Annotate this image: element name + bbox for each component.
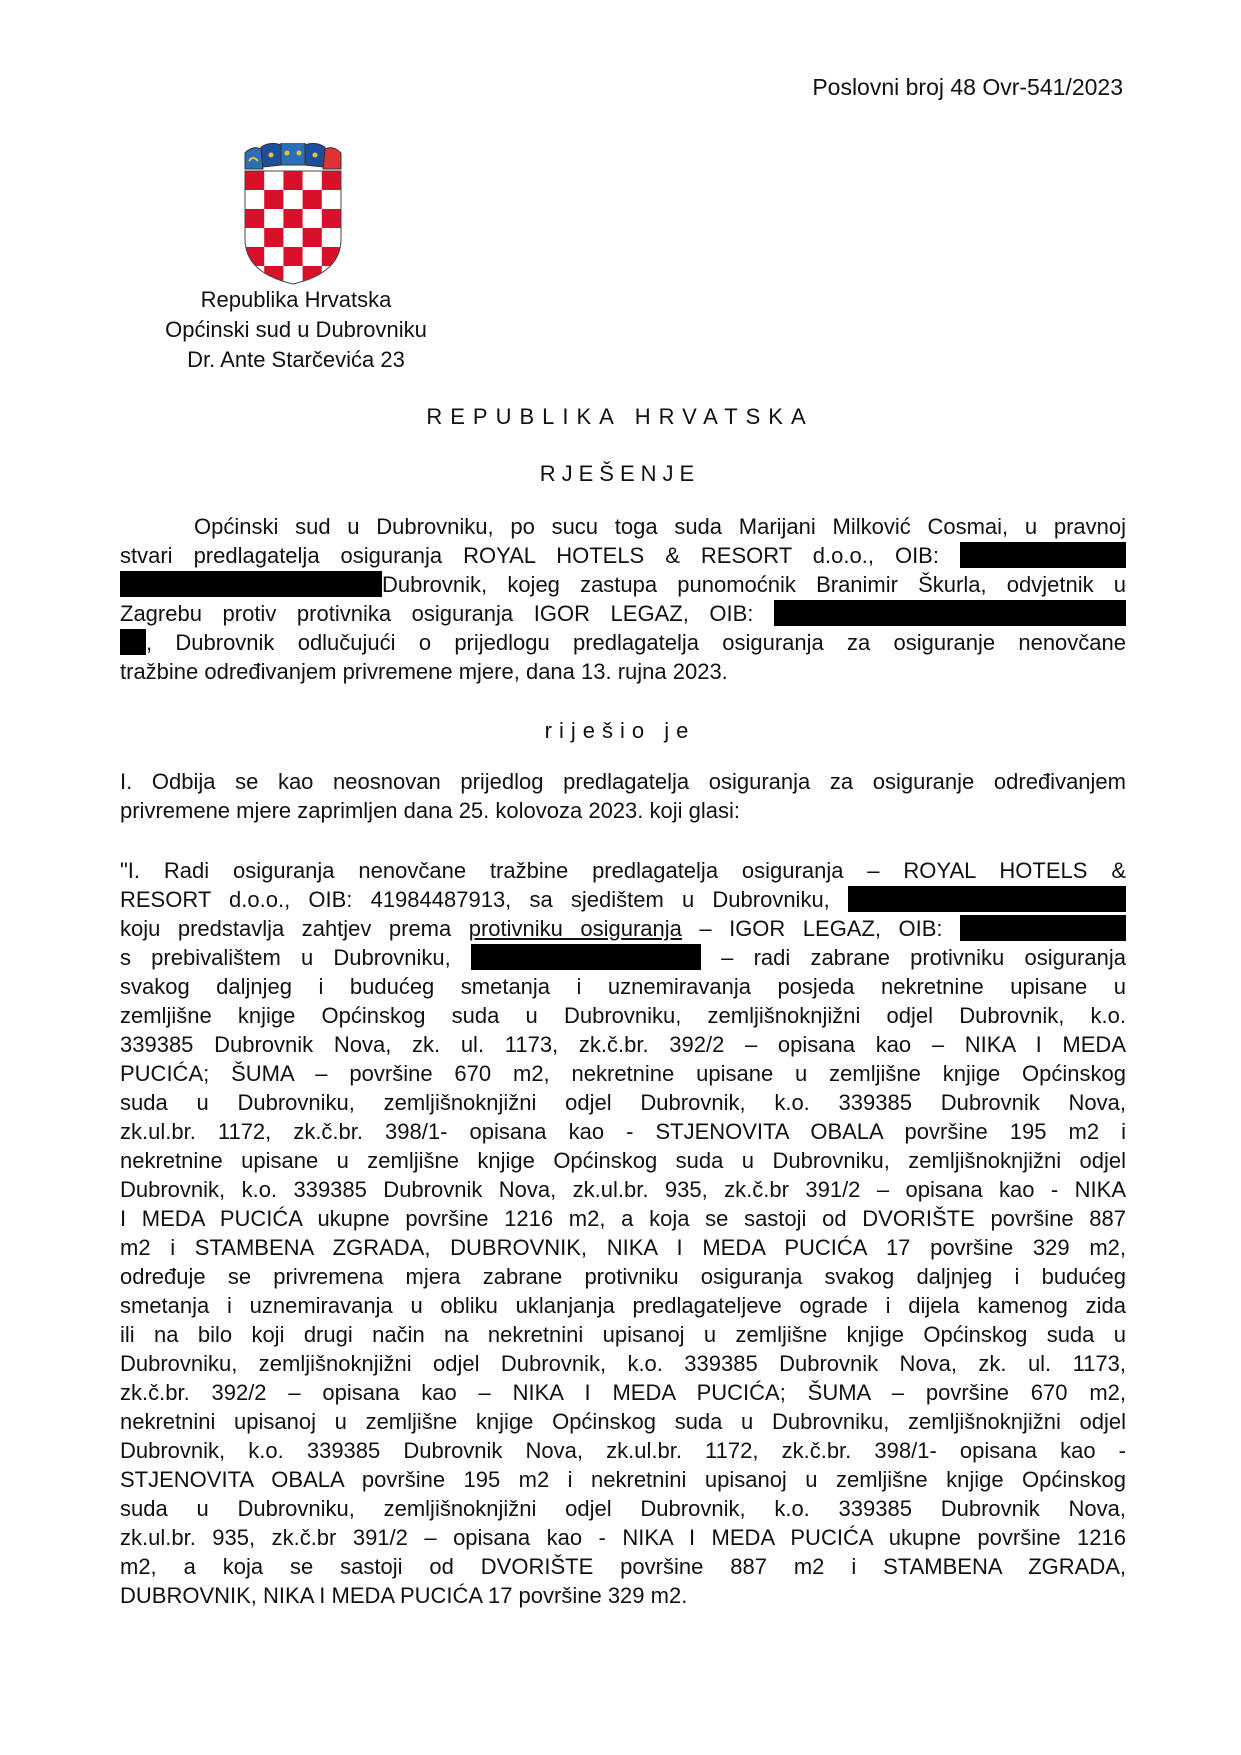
text-line [120, 570, 1126, 599]
text-line [120, 885, 1126, 914]
text-line: zemljišne knjige Općinskog suda u Dubrovniku, zemljišnoknjižni odjel Dubrovnik, k.o. [120, 1003, 1126, 1028]
text-line: određuje se privremena mjera zabrane protivniku osiguranja svakog daljnjeg i budućeg [120, 1264, 1126, 1289]
croatian-coat-of-arms-icon [241, 143, 345, 285]
text-line [120, 599, 1126, 628]
text-line [120, 628, 1126, 657]
case-number: Poslovni broj 48 Ovr-541/2023 [812, 74, 1123, 100]
resolved-heading: riješio je [544, 718, 696, 743]
republic-heading: REPUBLIKA HRVATSKA [426, 404, 814, 429]
issuer-court: Općinski sud u Dubrovniku [165, 317, 427, 342]
text-line: Dubrovniku, zemljišnoknjižni odjel Dubrovnik, k.o. 339385 Dubrovnik Nova, zk. ul. 1173, [120, 1351, 1126, 1376]
text-line: I. Odbija se kao neosnovan prijedlog predlagatelja osiguranja za osiguranje određivanjem [120, 769, 1126, 794]
redaction-block [774, 600, 1126, 626]
text-segment: – radi zabrane protivniku osiguranja [721, 945, 1126, 970]
text-segment: , Dubrovnik odlučujući o prijedlogu predlagatelja osiguranja za osiguranje nenovčane [146, 630, 1126, 655]
text-line: zk.č.br. 392/2 – opisana kao – NIKA I MEDA PUCIĆA; ŠUMA – površine 670 m2, [120, 1380, 1126, 1405]
text-line: 339385 Dubrovnik Nova, zk. ul. 1173, zk.č.br. 392/2 – opisana kao – NIKA I MEDA [120, 1032, 1126, 1057]
text-line: Dubrovnik, k.o. 339385 Dubrovnik Nova, zk.ul.br. 1172, zk.č.br. 398/1- opisana kao - [120, 1438, 1126, 1463]
text-line: nekretnine upisane u zemljišne knjige Općinskog suda u Dubrovniku, zemljišnoknjižni odjel [120, 1148, 1126, 1173]
issuer-country: Republika Hrvatska [200, 287, 392, 312]
text-line: m2 i STAMBENA ZGRADA, DUBROVNIK, NIKA I MEDA PUCIĆA 17 površine 329 m2, [120, 1235, 1126, 1260]
text-segment: s prebivalištem u Dubrovniku, [120, 945, 451, 970]
quoted-proposal [120, 856, 1126, 1610]
text-line: suda u Dubrovniku, zemljišnoknjižni odjel Dubrovnik, k.o. 339385 Dubrovnik Nova, [120, 1496, 1126, 1521]
decision-heading: RJEŠENJE [539, 461, 701, 486]
text-segment: Zagrebu protiv protivnika osiguranja IGOR LEGAZ, OIB: [120, 601, 754, 626]
text-segment: stvari predlagatelja osiguranja ROYAL HOTELS & RESORT d.o.o., OIB: [120, 543, 939, 568]
text-segment: – IGOR LEGAZ, OIB: [681, 916, 943, 941]
text-line [120, 943, 1126, 972]
text-line [120, 541, 1126, 570]
text-line: Dubrovnik, k.o. 339385 Dubrovnik Nova, zk.ul.br. 935, zk.č.br 391/2 – opisana kao - NIKA [120, 1177, 1126, 1202]
issuer-block [120, 285, 472, 375]
text-segment: koju predstavlja zahtjev prema [120, 916, 469, 941]
redaction-block [471, 944, 701, 970]
text-segment [120, 916, 943, 941]
issuer-address: Dr. Ante Starčevića 23 [187, 347, 405, 372]
text-line: I MEDA PUCIĆA ukupne površine 1216 m2, a koja se sastoji od DVORIŠTE površine 887 [120, 1206, 1126, 1231]
text-segment: RESORT d.o.o., OIB: 41984487913, sa sjedištem u Dubrovniku, [120, 887, 830, 912]
redaction-block [960, 915, 1126, 941]
underlined-text: protivniku osiguranja [468, 916, 682, 941]
text-line: ili na bilo koji drugi način na nekretnini upisanoj u zemljišne knjige Općinskog suda u [120, 1322, 1126, 1347]
text-line: smetanja i uznemiravanja u obliku uklanjanja predlagateljeve ograde i dijela kamenog zida [120, 1293, 1126, 1318]
paragraph-i [120, 767, 1126, 825]
text-line: m2, a koja se sastoji od DVORIŠTE površine 887 m2 i STAMBENA ZGRADA, [120, 1554, 1126, 1579]
intro-paragraph [120, 512, 1126, 686]
text-line: tražbine određivanjem privremene mjere, dana 13. rujna 2023. [120, 659, 728, 684]
text-line: Općinski sud u Dubrovniku, po sucu toga suda Marijani Milković Cosmai, u pravnoj [194, 514, 1126, 539]
text-line: nekretnini upisanoj u zemljišne knjige Općinskog suda u Dubrovniku, zemljišnoknjižni odjel [120, 1409, 1126, 1434]
redaction-block [120, 571, 382, 597]
redaction-block [848, 886, 1126, 912]
redaction-block [960, 542, 1126, 568]
text-line: STJENOVITA OBALA površine 195 m2 i nekretnini upisanoj u zemljišne knjige Općinskog [120, 1467, 1126, 1492]
text-line [120, 914, 1126, 943]
text-segment: Dubrovnik, kojeg zastupa punomoćnik Branimir Škurla, odvjetnik u [382, 572, 1126, 597]
text-line: suda u Dubrovniku, zemljišnoknjižni odjel Dubrovnik, k.o. 339385 Dubrovnik Nova, [120, 1090, 1126, 1115]
text-line: PUCIĆA; ŠUMA – površine 670 m2, nekretnine upisane u zemljišne knjige Općinskog [120, 1061, 1126, 1086]
text-line: "I. Radi osiguranja nenovčane tražbine predlagatelja osiguranja – ROYAL HOTELS & [120, 858, 1126, 883]
redaction-block [120, 629, 146, 655]
text-line: zk.ul.br. 935, zk.č.br 391/2 – opisana kao - NIKA I MEDA PUCIĆA ukupne površine 1216 [120, 1525, 1126, 1550]
text-line: privremene mjere zaprimljen dana 25. kolovoza 2023. koji glasi: [120, 798, 740, 823]
text-line: zk.ul.br. 1172, zk.č.br. 398/1- opisana kao - STJENOVITA OBALA površine 195 m2 i [120, 1119, 1126, 1144]
text-line: DUBROVNIK, NIKA I MEDA PUCIĆA 17 površine 329 m2. [120, 1583, 688, 1608]
text-line: svakog daljnjeg i budućeg smetanja i uznemiravanja posjeda nekretnine upisane u [120, 974, 1126, 999]
